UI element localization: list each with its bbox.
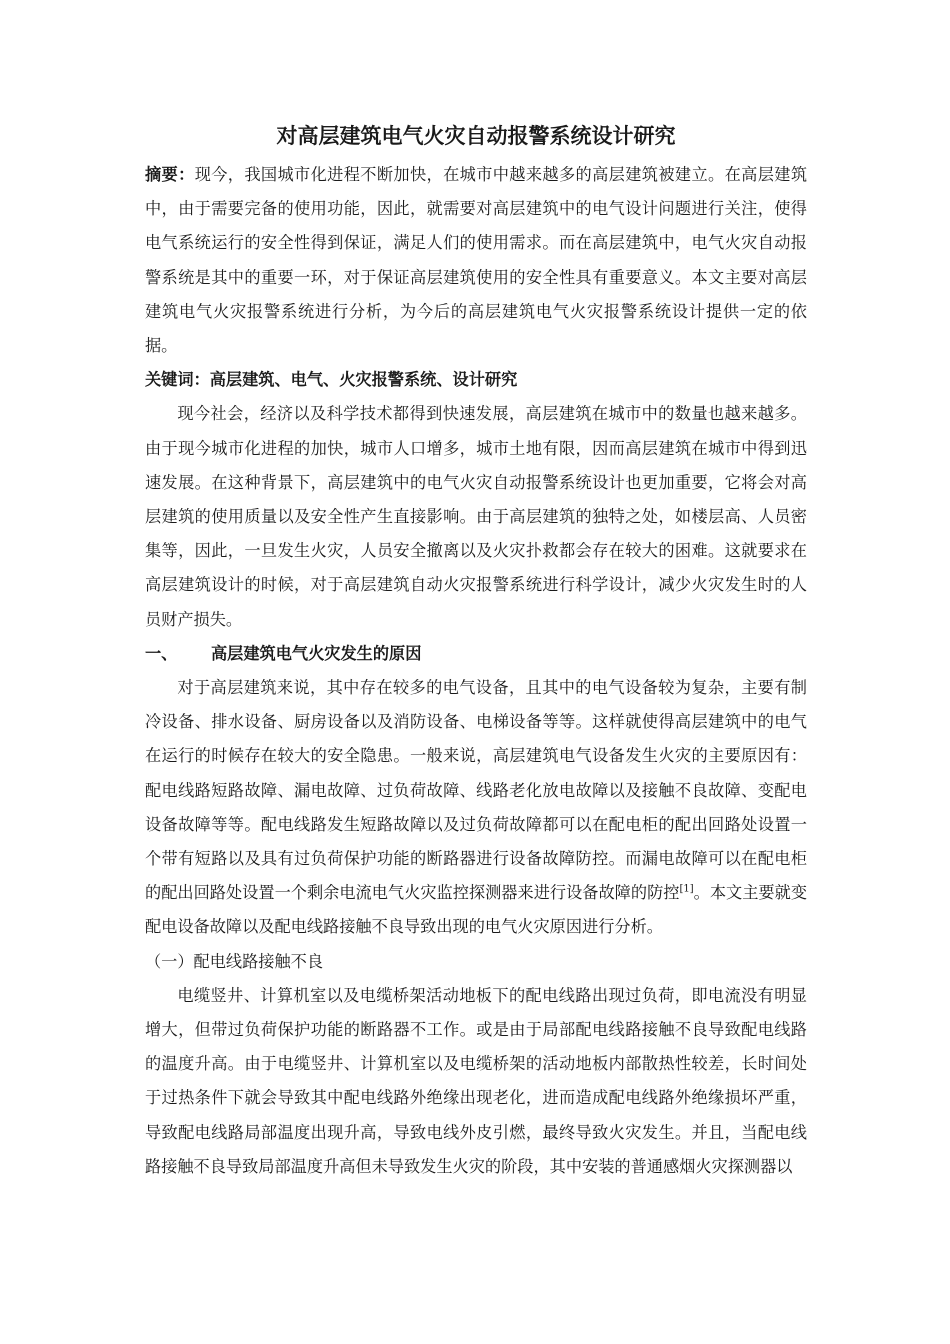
- abstract-paragraph: [145, 158, 807, 363]
- paper-title: 对高层建筑电气火灾自动报警系统设计研究: [276, 123, 676, 148]
- document-page: [145, 118, 807, 1184]
- section-paragraph: [145, 671, 807, 945]
- section-paragraph-tail: 。本文主要就变配电设备故障以及配电线路接触不良导致出现的电气火灾原因进行分析。: [145, 883, 808, 937]
- section-paragraph-text: 对于高层建筑来说，其中存在较多的电气设备，且其中的电气设备较为复杂，主要有制冷设备、排水设备、厨房设备以及消防设备、电梯设备等等。这样就使得高层建筑中的电气在运行的时候存在较大的安全隐患。一般来说，高层建筑电气设备发生火灾的主要原因有：配电线路短路故障、漏电故障、过负荷故障、线路老化放电故障以及接触不良故障、变配电设备故障等等。配电线路发生短路故障以及过负荷故障都可以在配电柜的配出回路处设置一个带有短路以及具有过负荷保护功能的断路器进行设备故障防控。而漏电故障可以在配电柜的配出回路处设置一个剩余电流电气火灾监控探测器来进行设备故障的防控: [145, 678, 807, 903]
- section-title: 高层建筑电气火灾发生的原因: [211, 643, 422, 663]
- keywords-line: 关键词：高层建筑、电气、火灾报警系统、设计研究: [145, 370, 518, 390]
- abstract-label: 摘要：: [145, 165, 195, 184]
- abstract-text: 现今，我国城市化进程不断加快，在城市中越来越多的高层建筑被建立。在高层建筑中，由于需要完备的使用功能，因此，就需要对高层建筑中的电气设计问题进行关注，使得电气系统运行的安全性得到保证，满足人们的使用需求。而在高层建筑中，电气火灾自动报警系统是其中的重要一环，对于保证高层建筑使用的安全性具有重要意义。本文主要对高层建筑电气火灾报警系统进行分析，为今后的高层建筑电气火灾报警系统设计提供一定的依据。: [145, 165, 808, 356]
- section-heading: [145, 637, 807, 671]
- section-number: 一、: [145, 643, 178, 663]
- subsection-paragraph: 电缆竖井、计算机室以及电缆桥架活动地板下的配电线路出现过负荷，即电流没有明显增大，但带过负荷保护功能的断路器不工作。或是由于局部配电线路接触不良导致配电线路的温度升高。由于电缆竖井、计算机室以及电缆桥架的活动地板内部散热性较差，长时间处于过热条件下就会导致其中配电线路外绝缘出现老化，进而造成配电线路外绝缘损坏严重，导致配电线路局部温度出现升高，导致电线外皮引燃，最终导致火灾发生。并且，当配电线路接触不良导致局部温度升高但未导致发生火灾的阶段，其中安装的普通感烟火灾探测器以: [145, 985, 807, 1176]
- intro-paragraph: 现今社会，经济以及科学技术都得到快速发展，高层建筑在城市中的数量也越来越多。由于现今城市化进程的加快，城市人口增多，城市土地有限，因而高层建筑在城市中得到迅速发展。在这种背景下，高层建筑中的电气火灾自动报警系统设计也更加重要，它将会对高层建筑的使用质量以及安全性产生直接影响。由于高层建筑的独特之处，如楼层高、人员密集等，因此，一旦发生火灾，人员安全撤离以及火灾扑救都会存在较大的困难。这就要求在高层建筑设计的时候，对于高层建筑自动火灾报警系统进行科学设计，减少火灾发生时的人员财产损失。: [145, 404, 807, 629]
- subsection-heading: （一）配电线路接触不良: [145, 951, 324, 971]
- citation-ref: [1]: [679, 883, 694, 895]
